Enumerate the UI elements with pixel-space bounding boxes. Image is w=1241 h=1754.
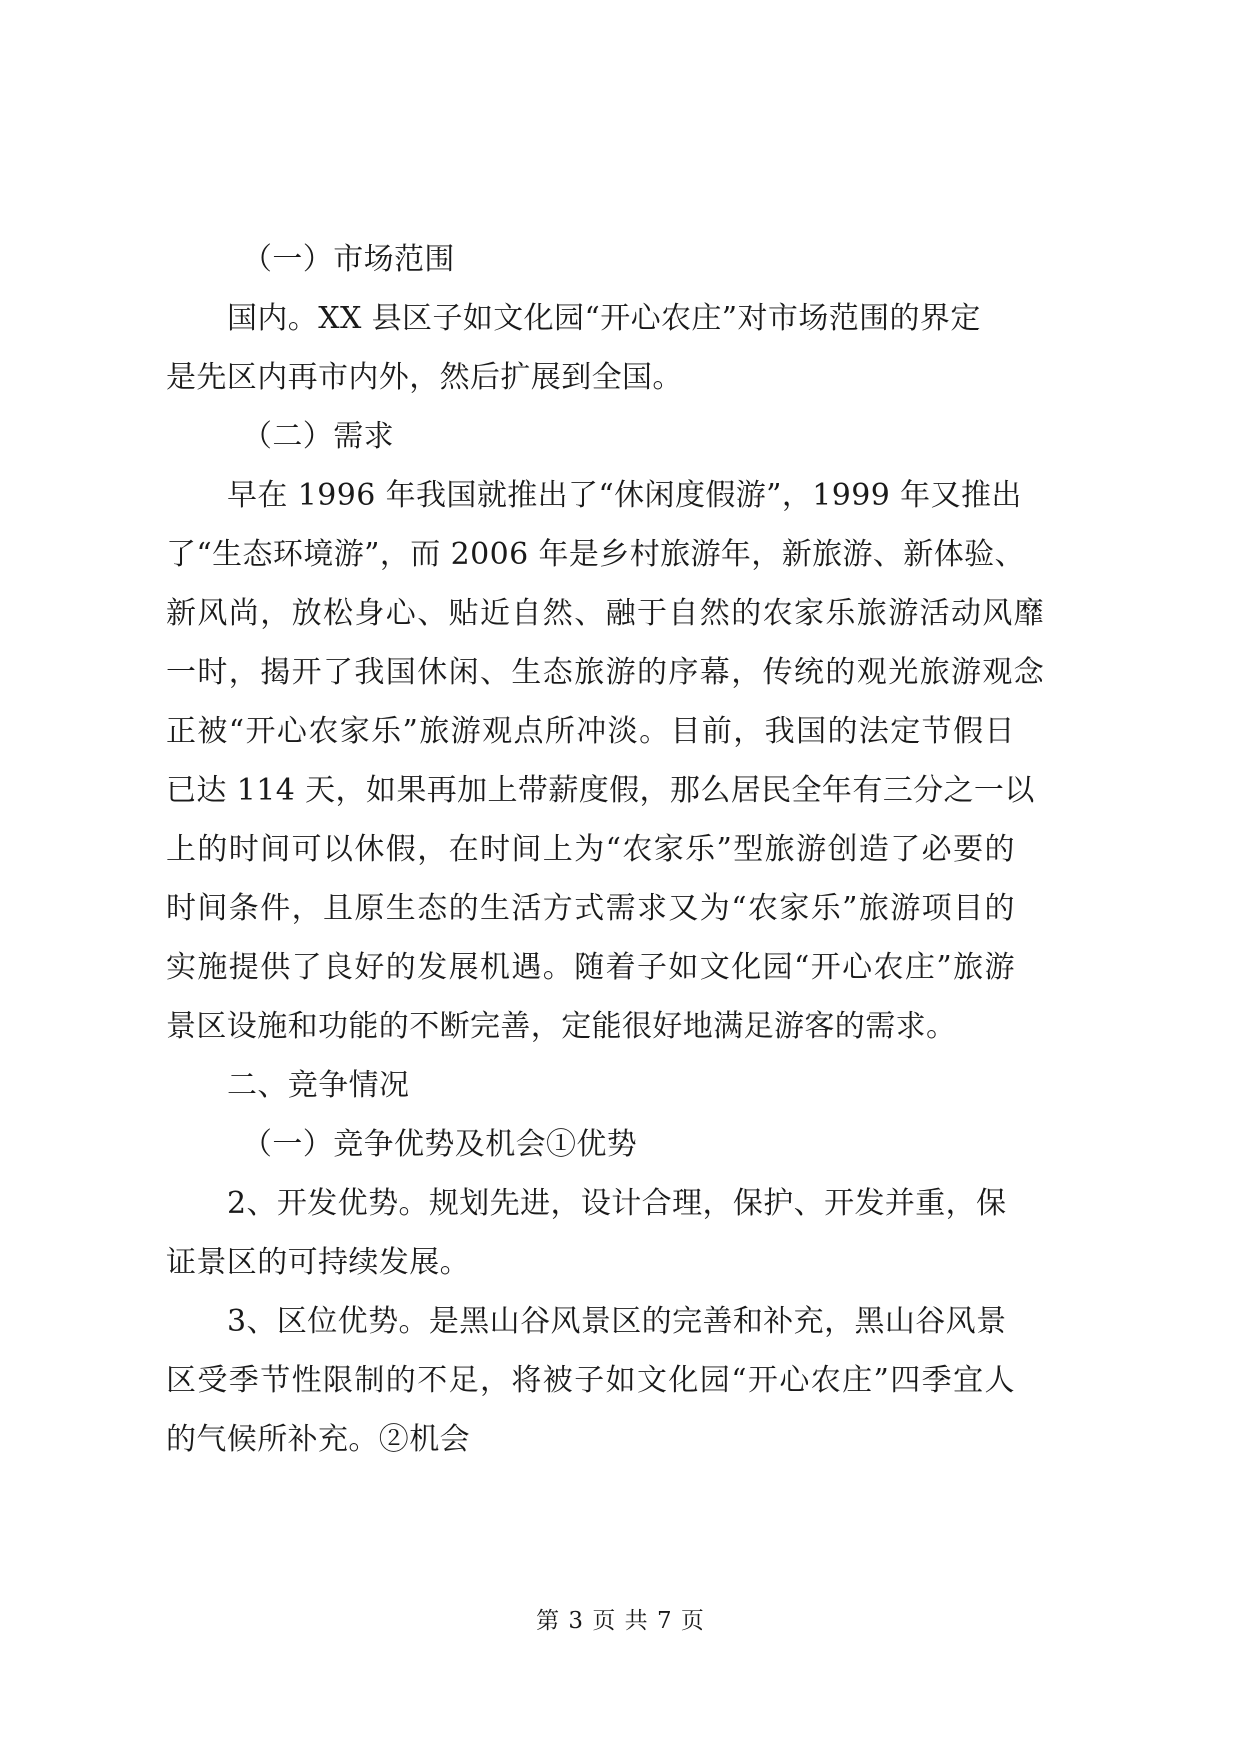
paragraph-line: 3、区位优势。是黑山谷风景区的完善和补充，黑山谷风景 (227, 1304, 1007, 1339)
paragraph-line: 早在 1996 年我国就推出了“休闲度假游”，1999 年又推出 (227, 478, 1022, 513)
paragraph-line: 上的时间可以休假，在时间上为“农家乐”型旅游创造了必要的 (166, 832, 1016, 867)
paragraph-line: 的气候所补充。②机会 (166, 1422, 470, 1457)
paragraph-line: 国内。XX 县区子如文化园“开心农庄”对市场范围的界定 (227, 301, 981, 336)
paragraph-line: 实施提供了良好的发展机遇。随着子如文化园“开心农庄”旅游 (166, 950, 1016, 985)
paragraph-line: 了“生态环境游”，而 2006 年是乡村旅游年，新旅游、新体验、 (166, 537, 1025, 572)
page-number-footer: 第 3 页 共 7 页 (536, 1608, 705, 1634)
section-heading-competition: 二、竞争情况 (227, 1068, 410, 1103)
paragraph-line: 正被“开心农家乐”旅游观点所冲淡。目前，我国的法定节假日 (166, 714, 1016, 749)
paragraph-line: 景区设施和功能的不断完善，定能很好地满足游客的需求。 (166, 1009, 957, 1044)
paragraph-line: 2、开发优势。规划先进，设计合理，保护、开发并重，保 (227, 1186, 1007, 1221)
section-heading-market-scope: （一）市场范围 (242, 242, 455, 277)
paragraph-line: 新风尚，放松身心、贴近自然、融于自然的农家乐旅游活动风靡 (166, 596, 1046, 631)
document-body (166, 230, 1080, 1469)
paragraph-line: 区受季节性限制的不足，将被子如文化园“开心农庄”四季宜人 (166, 1363, 1016, 1398)
section-heading-demand: （二）需求 (242, 419, 394, 454)
paragraph-line: 证景区的可持续发展。 (166, 1245, 470, 1280)
section-heading-advantages: （一）竞争优势及机会①优势 (242, 1127, 638, 1162)
paragraph-line: 时间条件，且原生态的生活方式需求又为“农家乐”旅游项目的 (166, 891, 1016, 926)
paragraph-line: 一时，揭开了我国休闲、生态旅游的序幕，传统的观光旅游观念 (166, 655, 1046, 690)
paragraph-line: 已达 114 天，如果再加上带薪度假，那么居民全年有三分之一以 (166, 773, 1035, 808)
paragraph-line: 是先区内再市内外，然后扩展到全国。 (166, 360, 683, 395)
